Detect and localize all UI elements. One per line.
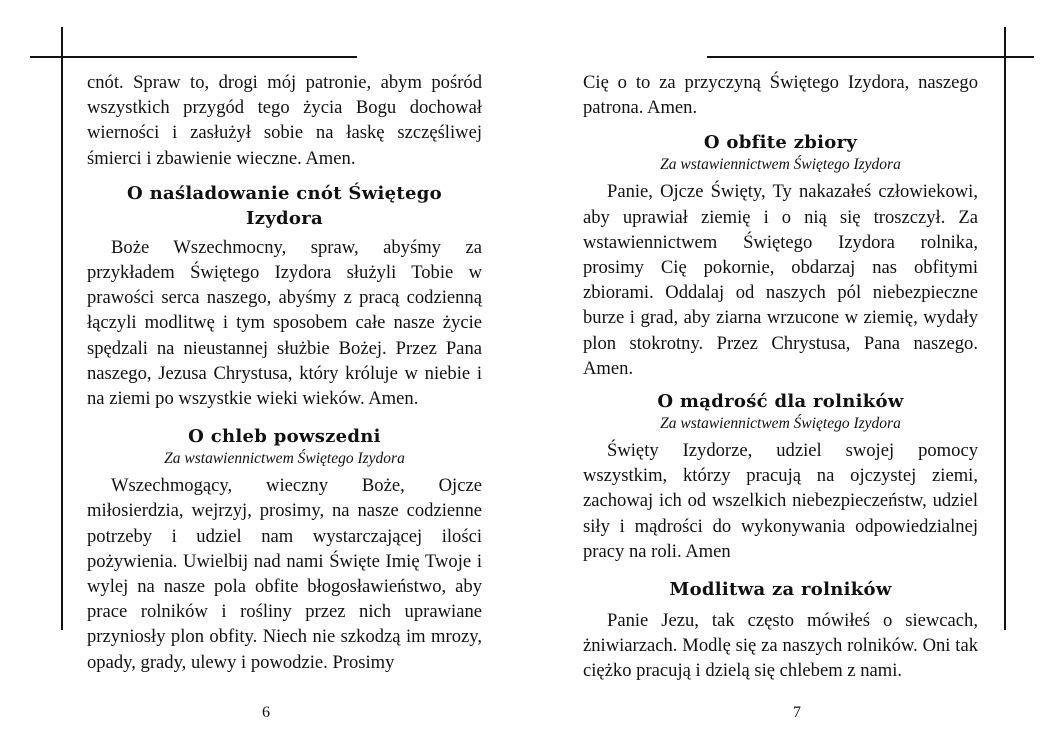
section-subtitle: Za wstawiennictwem Świętego Izydora: [164, 450, 405, 468]
right-page: [583, 70, 978, 684]
section-heading: O naśladowanie cnót Świętego Izydora: [127, 182, 442, 229]
crop-mark-right-horizontal: [707, 56, 1034, 58]
page-number-left: 6: [262, 704, 270, 721]
left-page: [87, 70, 482, 675]
section-subtitle: Za wstawiennictwem Świętego Izydora: [660, 415, 901, 433]
crop-mark-left-vertical: [61, 27, 63, 630]
crop-mark-left-horizontal: [30, 56, 357, 58]
crop-mark-right-vertical: [1004, 27, 1006, 630]
section-heading: O chleb powszedni: [188, 426, 381, 448]
section-heading: Modlitwa za rolników: [669, 579, 892, 601]
prayer-text: Święty Izydorze, udziel swojej pomocy wszystkim, którzy pracują na ojczystej ziemi, zachowaj ich od wszelkich niebezpieczeństw, udziel siły i mądrości do wykonywania odpowiedzialnej pracy na roli. Amen: [583, 440, 978, 562]
section-heading: O mądrość dla rolników: [657, 391, 904, 413]
section-subtitle: Za wstawiennictwem Świętego Izydora: [660, 156, 901, 174]
left-intro-paragraph: cnót. Spraw to, drogi mój patronie, abym pośród wszystkich przygód tego życia Bogu dochował wierności i zasłużył sobie na łaskę szczęśliwej śmierci i zbawienie wieczne. Amen.: [87, 72, 482, 169]
right-intro-paragraph: Cię o to za przyczyną Świętego Izydora, naszego patrona. Amen.: [583, 72, 978, 119]
prayer-text: Wszechmogący, wieczny Boże, Ojcze miłosierdzia, wejrzyj, prosimy, na nasze codzienne potrzeby i udziel nam wystarczającej ilości pożywienia. Uwielbij nad nami Święte Imię Twoje i wylej na nasze pola obfite błogosławieństwo, aby prace rolników i rośliny przez nich uprawiane przyniosły plon obfity. Niech nie szkodzą im mrozy, opady, grady, ulewy i powodzie. Prosimy: [87, 475, 482, 673]
page-number-right: 7: [793, 704, 801, 721]
prayer-text: Panie, Ojcze Święty, Ty nakazałeś człowiekowi, aby uprawiał ziemię i o nią się troszczył. Za wstawiennictwem Świętego Izydora rolnika, prosimy Cię pokornie, obdarzaj nas obfitymi zbiorami. Oddalaj od naszych pól niebezpieczne burze i grad, aby ziarna wrzucone w ziemię, wydały plon stokrotny. Przez Chrystusa, Pana naszego. Amen.: [583, 181, 978, 379]
section-heading: O obfite zbiory: [703, 132, 858, 154]
prayer-text: Panie Jezu, tak często mówiłeś o siewcach, żniwiarzach. Modlę się za naszych rolników. Oni tak ciężko pracują i dzielą się chlebem z nami.: [583, 610, 978, 682]
prayer-text: Boże Wszechmocny, spraw, abyśmy za przykładem Świętego Izydora służyli Tobie w prawości serca naszego, abyśmy z pracą codzienną łączyli modlitwę i tym sposobem całe nasze życie spędzali na nieustannej służbie Bożej. Przez Pana naszego, Jezusa Chrystusa, który króluje w niebie i na ziemi po wszystkie wieki wieków. Amen.: [87, 236, 482, 410]
